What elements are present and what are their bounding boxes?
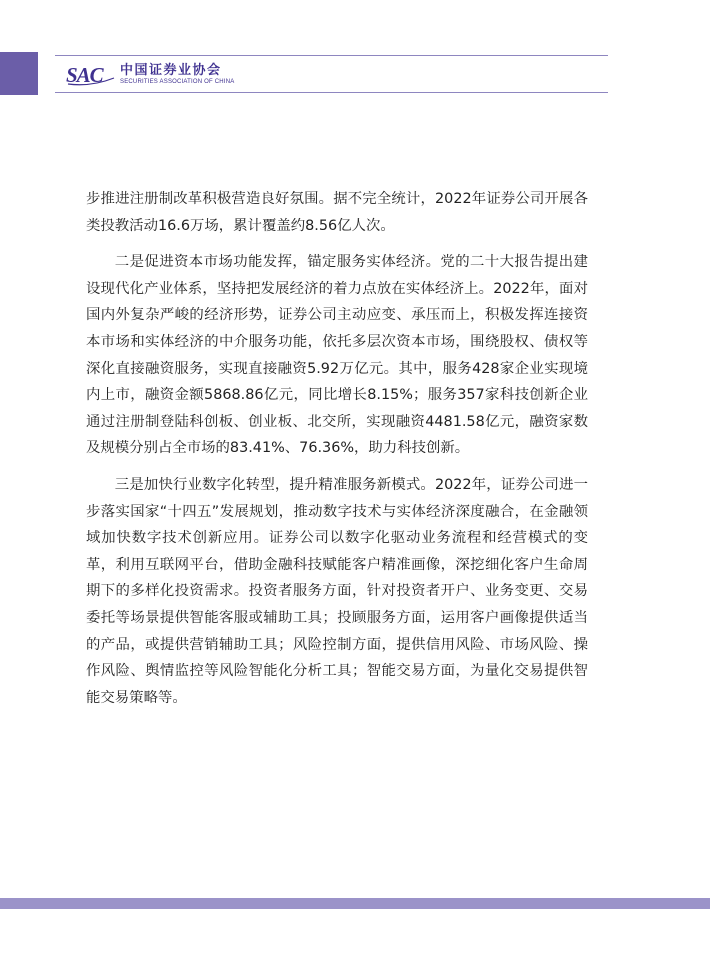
body-text bbox=[86, 186, 588, 721]
corner-accent-block bbox=[0, 52, 38, 95]
logo-text-block bbox=[120, 64, 234, 86]
org-name-cn: 中国证券业协会 bbox=[120, 63, 222, 78]
paragraph-digital-transformation: 三是加快行业数字化转型，提升精准服务新模式。2022年，证券公司进一步落实国家“十四五”发展规划，推动数字技术与实体经济深度融合，在金融领域加快数字技术创新应用。证券公司以数字化驱动业务流程和经营模式的变革，利用互联网平台，借助金融科技赋能客户精准画像，深挖细化客户生命周期下的多样化投资需求。投资者服务方面，针对投资者开户、业务变更、交易委托等场景提供智能客服或辅助工具；投顾服务方面，运用客户画像提供适当的产品，或提供营销辅助工具；风险控制方面，提供信用风险、市场风险、操作风险、舆情监控等风险智能化分析工具；智能交易方面，为量化交易提供智能交易策略等。 bbox=[86, 476, 588, 706]
org-name-en: SECURITIES ASSOCIATION OF CHINA bbox=[120, 79, 235, 85]
header-rule-top bbox=[55, 55, 608, 56]
svg-text:SAC: SAC bbox=[66, 64, 103, 86]
header-rule-bottom bbox=[55, 92, 608, 93]
sac-logo bbox=[66, 62, 234, 88]
sac-logo-mark bbox=[66, 64, 116, 86]
footer-bar bbox=[0, 898, 710, 909]
paragraph-capital-market: 二是促进资本市场功能发挥，锚定服务实体经济。党的二十大报告提出建设现代化产业体系，坚持把发展经济的着力点放在实体经济上。2022年，面对国内外复杂严峻的经济形势，证券公司主动应变、承压而上，积极发挥连接资本市场和实体经济的中介服务功能，依托多层次资本市场，围绕股权、债权等深化直接融资服务，实现直接融资5.92万亿元。其中，服务428家企业实现境内上市，融资金额5868.86亿元，同比增长8.15%；服务357家科技创新企业通过注册制登陆科创板、创业板、北交所，实现融资4481.58亿元，融资家数及规模分别占全市场的83.41%、76.36%，助力科技创新。 bbox=[86, 254, 588, 457]
paragraph-continuation: 步推进注册制改革积极营造良好氛围。据不完全统计，2022年证券公司开展各类投教活动16.6万场，累计覆盖约8.56亿人次。 bbox=[86, 191, 588, 234]
